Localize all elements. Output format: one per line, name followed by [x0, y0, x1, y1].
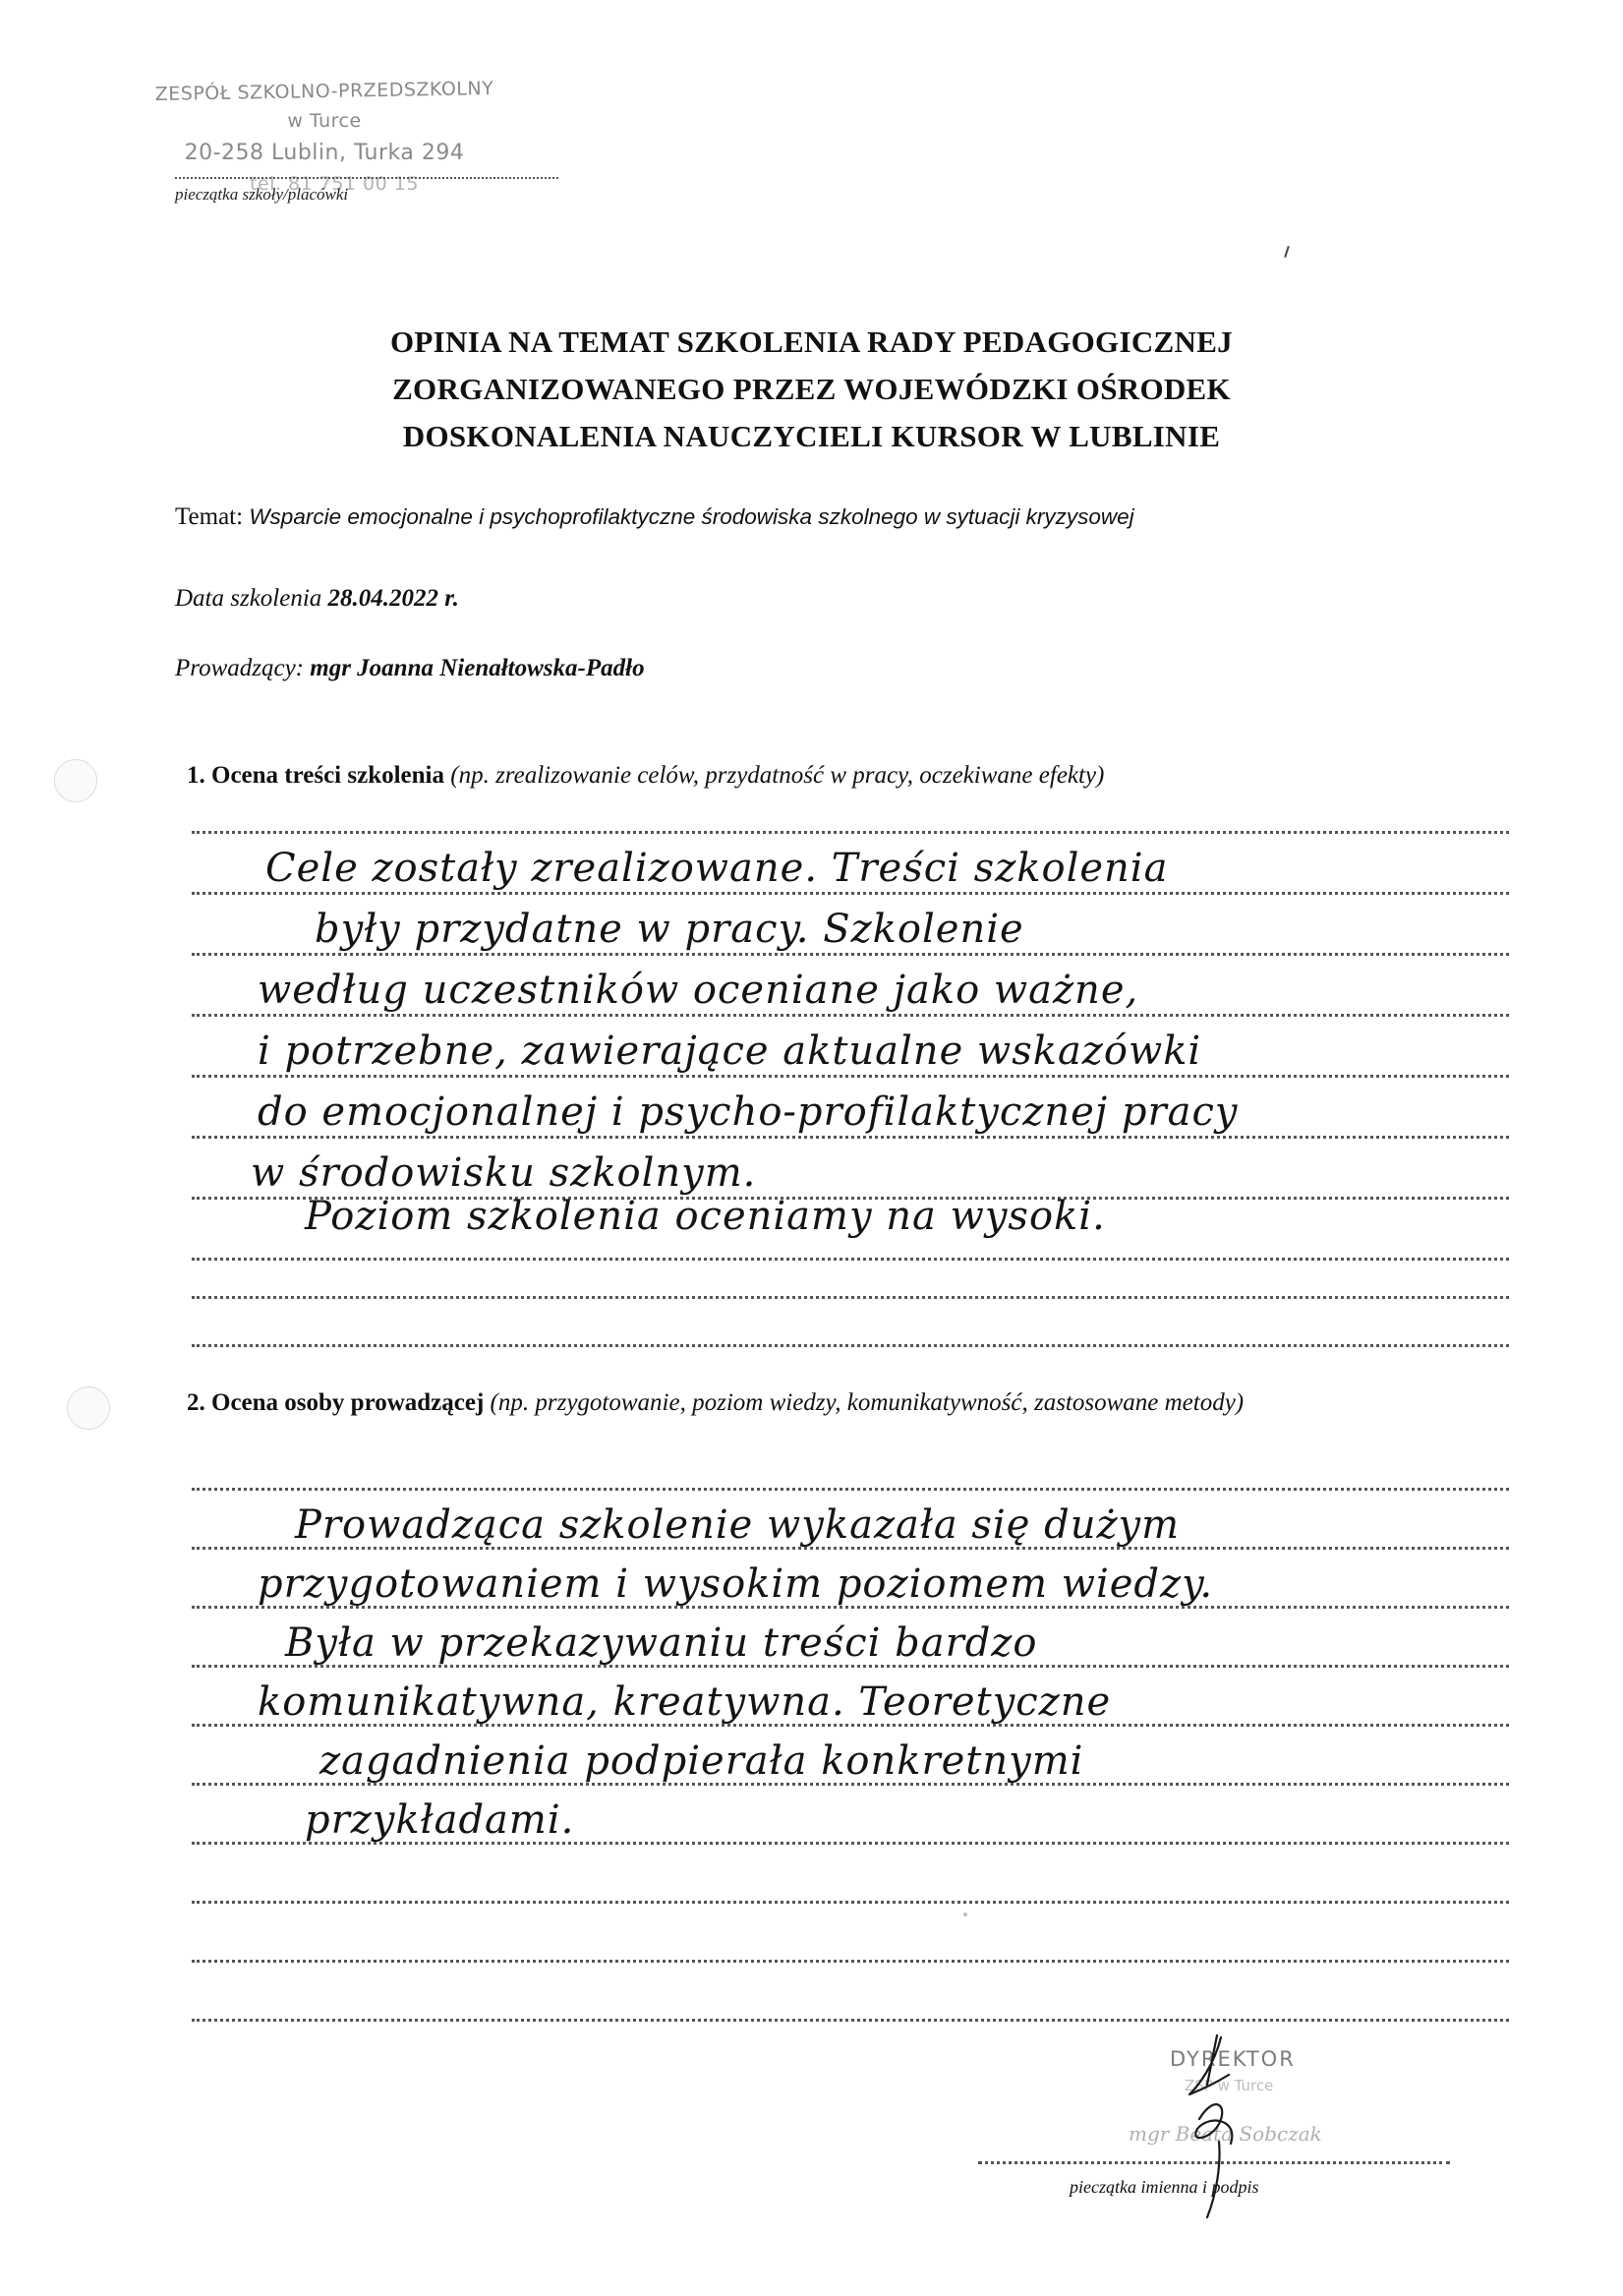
- director-stamp-school: ZSP w Turce: [1185, 2077, 1274, 2094]
- date-row: [175, 585, 459, 613]
- punch-hole-top: [54, 759, 97, 802]
- director-stamp-name: mgr Beata Sobczak: [1129, 2122, 1322, 2146]
- dotted-line: [192, 892, 1509, 895]
- section-2-hint: (np. przygotowanie, poziom wiedzy, komunikatywność, zastosowane metody): [490, 1389, 1245, 1416]
- dotted-line: [192, 953, 1509, 956]
- trainer-label: Prowadzący:: [175, 655, 304, 681]
- section-1-hint: (np. zrealizowanie celów, przydatność w pracy, oczekiwane efekty): [450, 762, 1105, 789]
- stamp-dotted-line: [175, 177, 558, 179]
- dotted-line: [192, 1488, 1509, 1491]
- trainer-row: [175, 655, 645, 682]
- document-title-line-3: DOSKONALENIA NAUCZYCIELI KURSOR W LUBLINIE: [402, 419, 1221, 453]
- dotted-line: [192, 1136, 1509, 1139]
- section-1-heading: [187, 762, 1104, 790]
- dotted-line: [192, 1344, 1509, 1347]
- section-2-title: 2. Ocena osoby prowadzącej: [187, 1389, 485, 1416]
- topic-row: [175, 503, 1134, 531]
- handwritten-line: i potrzebne, zawierające aktualne wskazówki: [258, 1029, 1202, 1074]
- date-value: 28.04.2022 r.: [327, 585, 459, 612]
- handwritten-line: były przydatne w pracy. Szkolenie: [315, 907, 1024, 952]
- scan-speck: [963, 1913, 967, 1916]
- dotted-line: [192, 1960, 1509, 1963]
- document-title-line-2: ZORGANIZOWANEGO PRZEZ WOJEWÓDZKI OŚRODEK: [392, 372, 1231, 406]
- section-1-title: 1. Ocena treści szkolenia: [187, 762, 444, 789]
- date-label: Data szkolenia: [175, 585, 322, 612]
- director-stamp-title: DYREKTOR: [1170, 2047, 1296, 2071]
- stamp-school-town: w Turce: [287, 110, 362, 132]
- handwritten-line: komunikatywna, kreatywna. Teoretyczne: [258, 1679, 1112, 1725]
- dotted-line: [192, 1014, 1509, 1017]
- trainer-value: mgr Joanna Nienałtowska-Padło: [310, 655, 645, 681]
- punch-hole-bottom: [67, 1386, 110, 1430]
- dotted-line: [192, 1075, 1509, 1078]
- section-2-heading: [187, 1384, 1504, 1422]
- dotted-line: [192, 831, 1509, 834]
- handwritten-line: Cele zostały zrealizowane. Treści szkolenia: [265, 846, 1169, 891]
- topic-value: Wsparcie emocjonalne i psychoprofilaktyczne środowiska szkolnego w sytuacji kryzysowej: [249, 504, 1134, 529]
- handwritten-line: przygotowaniem i wysokim poziomem wiedzy.: [258, 1561, 1214, 1607]
- handwritten-line: Poziom szkolenia oceniamy na wysoki.: [305, 1194, 1106, 1239]
- pen-mark: [1284, 246, 1290, 258]
- handwritten-line: do emocjonalnej i psycho-profilaktycznej pracy: [258, 1089, 1239, 1135]
- signature-caption: pieczątka imienna i podpis: [1070, 2177, 1259, 2197]
- stamp-school-name: ZESPÓŁ SZKOLNO-PRZEDSZKOLNY: [154, 77, 494, 106]
- stamp-caption: pieczątka szkoły/placówki: [175, 185, 349, 204]
- handwritten-line: zagadnienia podpierała konkretnymi: [319, 1738, 1084, 1784]
- handwritten-line: w środowisku szkolnym.: [251, 1150, 757, 1196]
- stamp-school-phone: tel. 81 751 00 15: [250, 173, 419, 195]
- stamp-school-address: 20-258 Lublin, Turka 294: [184, 141, 465, 165]
- dotted-line: [192, 2019, 1509, 2022]
- dotted-line: [192, 1901, 1509, 1904]
- document-title-line-1: OPINIA NA TEMAT SZKOLENIA RADY PEDAGOGICZNEJ: [390, 324, 1233, 359]
- handwritten-line: Była w przekazywaniu treści bardzo: [285, 1620, 1038, 1666]
- topic-label: Temat:: [175, 503, 244, 530]
- handwritten-line: Prowadząca szkolenie wykazała się dużym: [295, 1502, 1181, 1548]
- dotted-line: [192, 1296, 1509, 1299]
- dotted-line: [192, 1258, 1509, 1261]
- handwritten-line: przykładami.: [305, 1797, 575, 1843]
- signature-dotted-line: [978, 2161, 1450, 2164]
- handwritten-line: według uczestników oceniane jako ważne,: [258, 968, 1139, 1013]
